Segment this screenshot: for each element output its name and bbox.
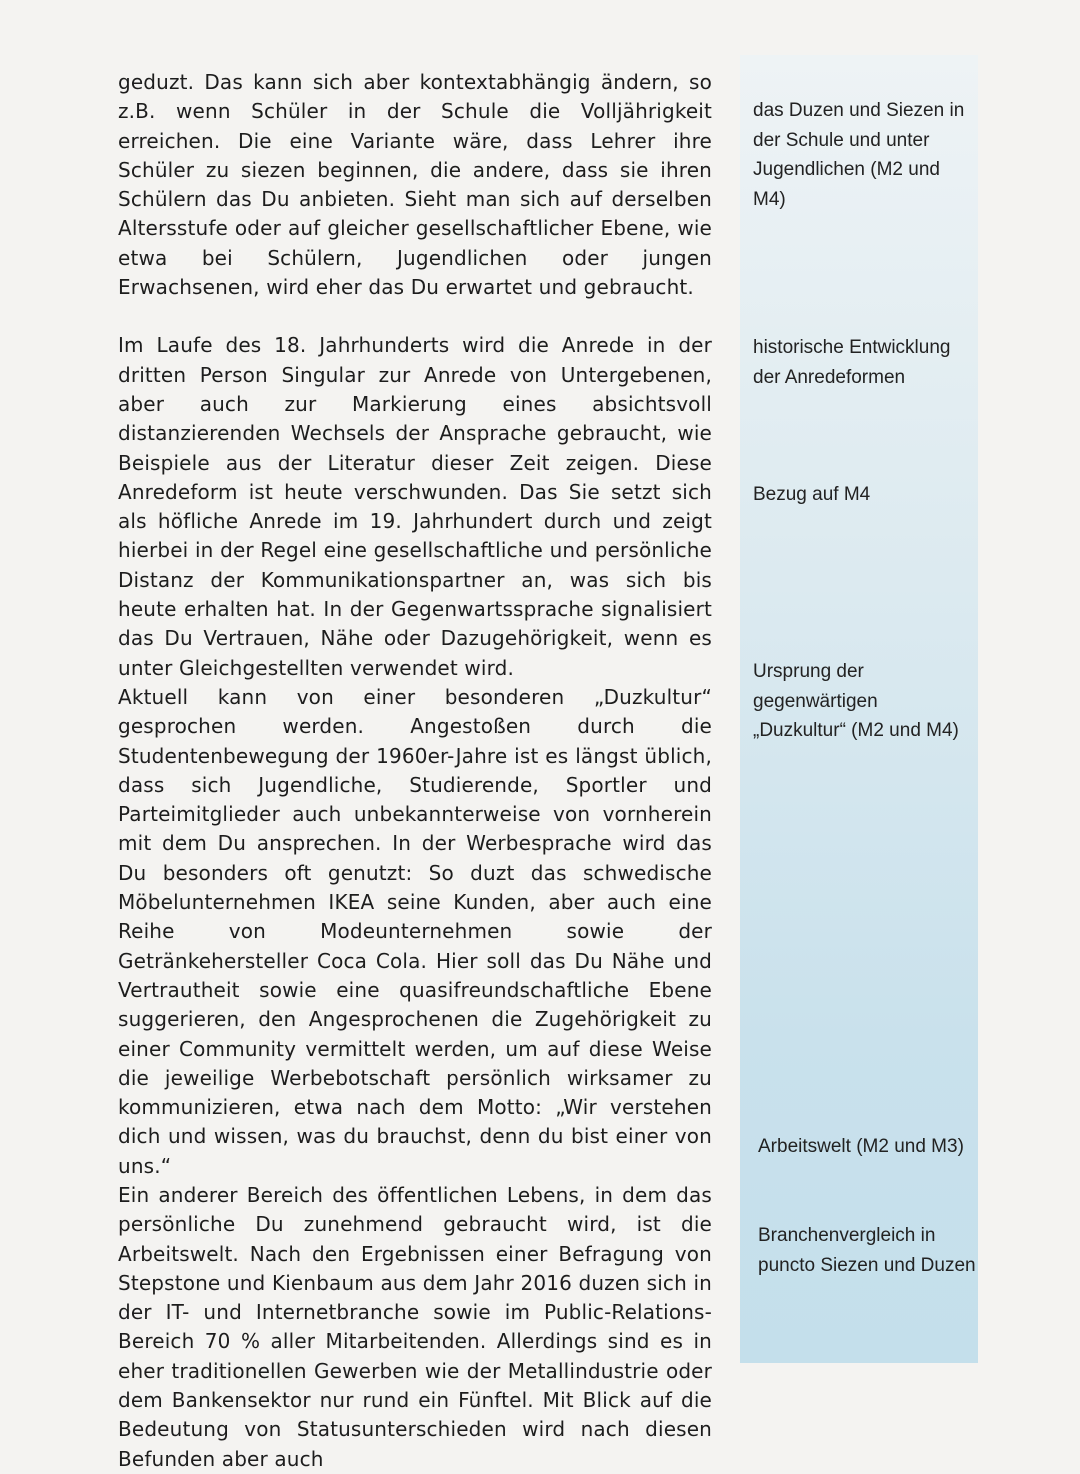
margin-note-branchen: Branchenvergleich in puncto Siezen und Duzen <box>758 1225 976 1276</box>
paragraph-4: Ein anderer Bereich des öffentlichen Lebens, in dem das persönliche Du zunehmend gebraucht wird, ist die Arbeitswelt. Nach den Ergebnissen einer Befragung von Stepstone und Kienbaum aus dem Jahr 2016 duzen sich in der IT- und Internetbranche sowie im Public-Relations-Bereich 70 % aller Mitarbeitenden. Allerdings sind es in eher traditionellen Gewerben wie der Metallindustrie oder dem Bankensektor nur rund ein Fünftel. Mit Blick auf die Bedeutung von Statusunterschieden wird nach diesen Befunden aber auch <box>118 1182 712 1471</box>
paragraph-3: Aktuell kann von einer besonderen „Duzkultur“ gesprochen werden. Angestoßen durch die Studentenbewegung der 1960er-Jahre ist es längst üblich, dass sich Jugendliche, Studierende, Sportler und Parteimitglieder auch unbekannterweise von vornherein mit dem Du ansprechen. In der Werbesprache wird das Du besonders oft genutzt: So duzt das schwedische Möbelunternehmen IKEA seine Kunden, aber auch eine Reihe von Modeunternehmen sowie der Getränkehersteller Coca Cola. Hier soll das Du Nähe und Vertrautheit sowie eine quasifreundschaftliche Ebene suggerieren, den Angesprochenen die Zugehörigkeit zu einer Community vermittelt werden, um auf diese Weise die jeweilige Werbebotschaft persönlich wirksamer zu kommunizieren, etwa nach dem Motto: „Wir verstehen dich und wissen, was du brauchst, denn du bist einer von uns.“ <box>118 684 712 1178</box>
margin-note-duzkultur: Ursprung der gegenwärtigen „Duzkultur“ (M2 und M4) <box>753 661 959 741</box>
margin-note-history: historische Entwicklung der Anredeformen <box>753 337 951 388</box>
paragraph-2: Im Laufe des 18. Jahrhunderts wird die Anrede in der dritten Person Singular zur Anrede von Untergebenen, aber auch zur Markierung eines absichtsvoll distanzierenden Wechsels der Ansprache gebraucht, wie Beispiele aus der Literatur dieser Zeit zeigen. Diese Anredeform ist heute verschwunden. Das Sie setzt sich als höfliche Anrede im 19. Jahrhundert durch und zeigt hierbei in der Regel eine gesellschaftliche und persönliche Distanz der Kommunikationspartner an, was sich bis heute erhalten hat. In der Gegenwartssprache signalisiert das Du Vertrauen, Nähe oder Dazugehörigkeit, wenn es unter Gleichgestellten verwendet wird. <box>118 333 712 680</box>
main-text-column <box>118 68 712 1474</box>
margin-note-school: das Duzen und Siezen in der Schule und unter Jugendlichen (M2 und M4) <box>753 100 965 210</box>
margin-note-m4: Bezug auf M4 <box>753 484 871 505</box>
paragraph-1: geduzt. Das kann sich aber kontextabhängig ändern, so z.B. wenn Schüler in der Schule die Volljährigkeit erreichen. Die eine Variante wäre, dass Lehrer ihre Schüler zu siezen beginnen, die andere, dass sie ihren Schülern das Du anbieten. Sieht man sich auf derselben Altersstufe oder auf gleicher gesellschaftlicher Ebene, wie etwa bei Schülern, Jugendlichen oder jungen Erwachsenen, wird eher das Du erwartet und gebraucht. <box>118 70 712 300</box>
margin-note-arbeitswelt: Arbeitswelt (M2 und M3) <box>758 1136 964 1157</box>
paragraph-gap <box>118 302 712 331</box>
